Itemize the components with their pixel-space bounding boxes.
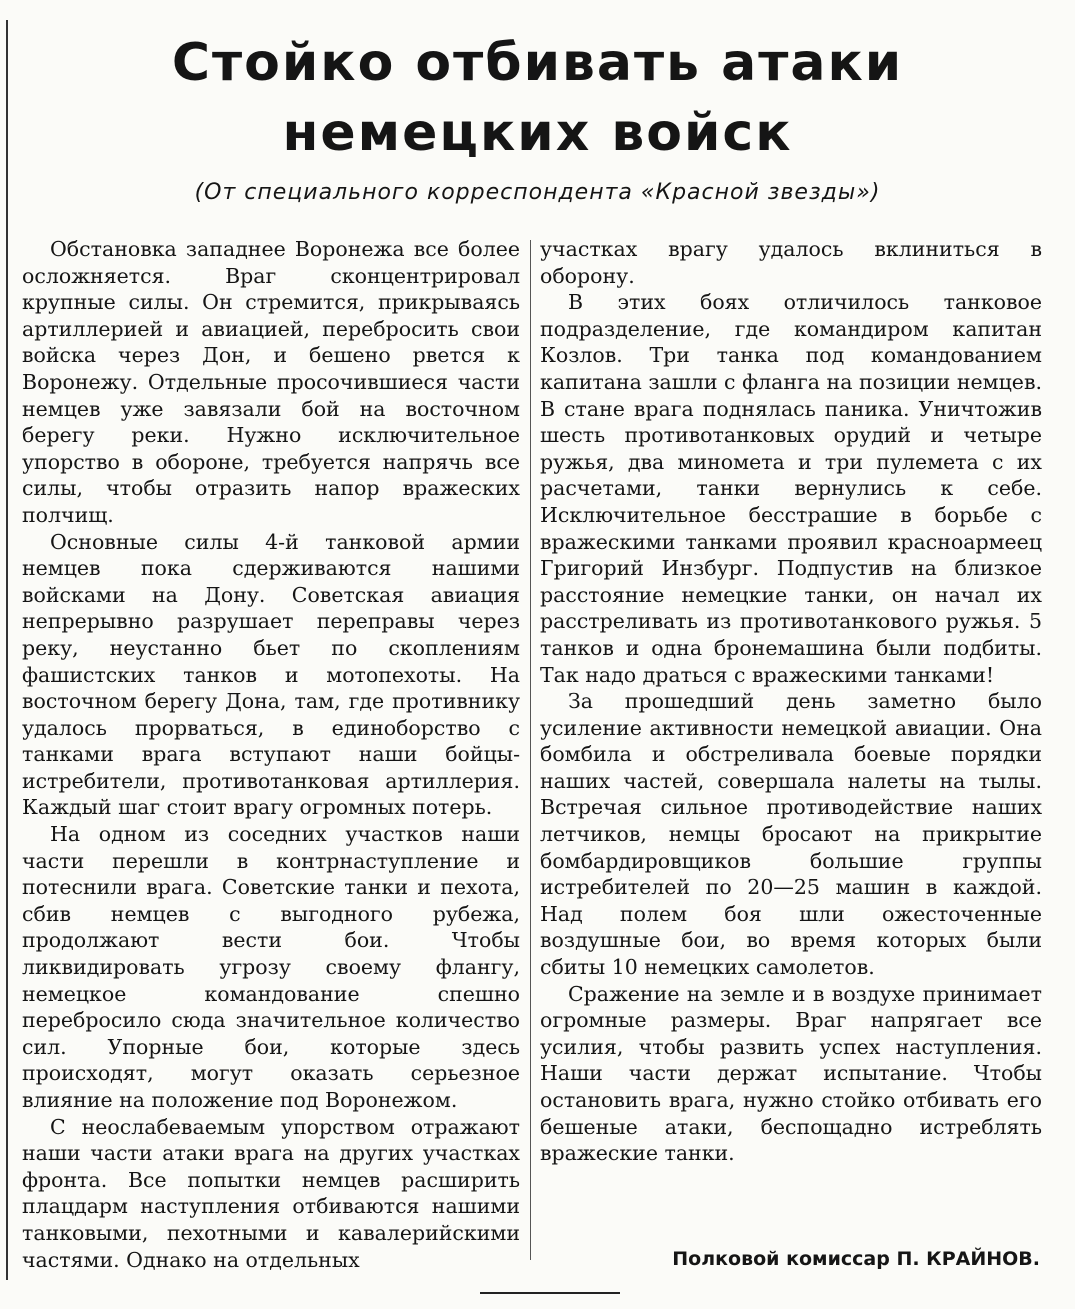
article-column-1: [22, 236, 520, 1273]
paragraph: Основные силы 4-й танковой армии немцев пока сдерживаются нашими войсками на Дону. Советская авиация непрерывно разрушает переправы через реку, неустанно бьет по скоплениям фашистских танков и мотопехоты. На восточном берегу Дона, там, где противнику удалось прорваться, в единоборство с танками врага вступают наши бойцы-истребители, противотанковая артиллерия. Каждый шаг стоит врагу огромных потерь.: [22, 529, 520, 820]
column-divider: [530, 240, 531, 1260]
paragraph: За прошедший день заметно было усиление активности немецкой авиации. Она бомбила и обстреливала боевые порядки наших частей, совершала налеты на тылы. Встречая сильное противодействие наших летчиков, немцы бросают на прикрытие бомбардировщиков большие группы истребителей по 20—25 машин в каждой. Над полем боя шли ожесточенные воздушные бои, во время которых были сбиты 10 немецких самолетов.: [540, 689, 1042, 980]
headline-line-2: немецких войск: [282, 103, 793, 163]
left-margin-rule: [6, 20, 8, 1280]
paragraph: На одном из соседних участков наши части перешли в контрнаступление и потеснили врага. Советские танки и пехота, сбив немцев с выгодного рубежа, продолжают вести бои. Чтобы ликвидировать угрозу своему флангу, немецкое командование спешно перебросило сюда значительное количество сил. Упорные бои, которые здесь происходят, могут оказать серьезное влияние на положение под Воронежом.: [22, 822, 520, 1112]
byline: (От специального корреспондента «Красной звезды»): [194, 180, 881, 205]
paragraph: Сражение на земле и в воздухе принимает огромные размеры. Враг напрягает все усилия, чтобы развить успех наступления. Наши части держат испытание. Чтобы остановить врага, нужно стойко отбивать его бешеные атаки, беспощадно истреблять вражеские танки.: [540, 981, 1042, 1166]
author-signature: Полковой комиссар П. КРАЙНОВ.: [672, 1248, 1040, 1270]
paragraph: С неослабеваемым упорством отражают наши части атаки врага на других участках фронта. Все попытки немцев расширить плацдарм наступления отбиваются нашими танковыми, пехотными и кавалерийскими частями. Однако на отдельных: [22, 1114, 520, 1272]
bottom-rule: [480, 1292, 620, 1294]
article-column-2: [540, 236, 1042, 1167]
paragraph-continuation: участках врагу удалось вклиниться в оборону.: [540, 237, 1042, 288]
paragraph: В этих боях отличилось танковое подразделение, где командиром капитан Козлов. Три танка под командованием капитана зашли с фланга на позиции немцев. В стане врага поднялась паника. Уничтожив шесть противотанковых орудий и четыре ружья, два миномета и три пулемета с их расчетами, танки вернулись к себе. Исключительное бесстрашие в борьбе с вражескими танками проявил красноармеец Григорий Инзбург. Подпустив на близкое расстояние немецкие танки, он начал их расстреливать из противотанкового ружья. 5 танков и одна бронемашина были подбиты. Так надо драться с вражескими танками!: [540, 290, 1042, 687]
paragraph: Обстановка западнее Воронежа все более осложняется. Враг сконцентрировал крупные силы. Он стремится, прикрываясь артиллерией и авиацией, перебросить свои войска через Дон, и бешено рвется к Воронежу. Отдельные просочившиеся части немцев уже завязали бой на восточном берегу реки. Нужно исключительное упорство в обороне, требуется напрячь все силы, чтобы отразить напор вражеских полчищ.: [22, 237, 520, 527]
headline: [0, 28, 1075, 168]
headline-line-1: Стойко отбивать атаки: [171, 33, 904, 93]
